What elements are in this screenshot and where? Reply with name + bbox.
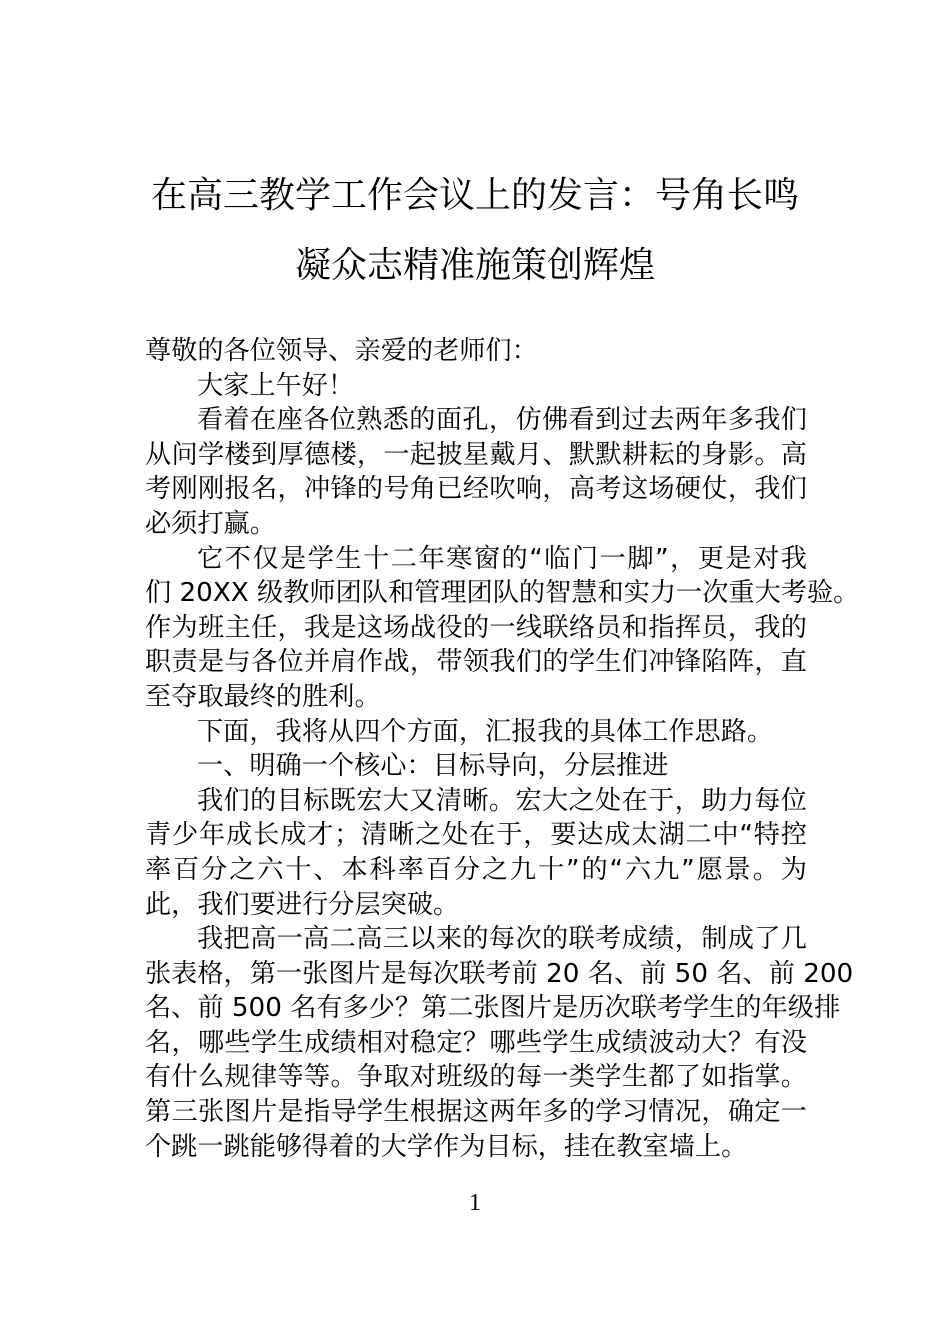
paragraph-line: 张表格，第一张图片是每次联考前 20 名、前 50 名、前 200 — [145, 958, 854, 989]
paragraph-line: 们 20XX 级教师团队和管理团队的智慧和实力一次重大考验。 — [145, 578, 860, 609]
paragraph-line: 至夺取最终的胜利。 — [145, 681, 381, 712]
paragraph — [145, 749, 807, 784]
paragraph-line: 它不仅是学生十二年寒窗的“临门一脚”，更是对我 — [197, 543, 807, 574]
paragraph-line: 作为班主任，我是这场战役的一线联络员和指挥员，我的 — [145, 612, 807, 643]
paragraph-line: 一、明确一个核心：目标导向，分层推进 — [197, 751, 669, 782]
paragraph-line: 尊敬的各位领导、亲爱的老师们： — [145, 336, 538, 366]
paragraph-line: 我们的目标既宏大又清晰。宏大之处在于，助力每位 — [197, 785, 807, 816]
paragraph-line: 有什么规律等等。争取对班级的每一类学生都了如指掌。 — [145, 1062, 807, 1093]
paragraph — [145, 403, 807, 541]
paragraph-line: 率百分之六十、本科率百分之九十”的“六九”愿景。为 — [145, 854, 807, 885]
paragraph-line: 我把高一高二高三以来的每次的联考成绩，制成了几 — [197, 924, 807, 955]
paragraph — [145, 784, 807, 922]
paragraph-line: 名、前 500 名有多少？第二张图片是历次联考学生的年级排 — [145, 993, 841, 1024]
page-number: 1 — [469, 1190, 481, 1216]
document-title-line-2: 凝众志精准施策创辉煌 — [294, 245, 655, 286]
paragraph-line: 青少年成长成才；清晰之处在于，要达成太湖二中“特控 — [145, 820, 807, 851]
paragraph — [145, 334, 807, 369]
paragraph-line: 个跳一跳能够得着的大学作为目标，挂在教室墙上。 — [145, 1131, 748, 1162]
paragraph-line: 考刚刚报名，冲锋的号角已经吹响，高考这场硬仗，我们 — [145, 474, 807, 505]
paragraph-line: 必须打赢。 — [145, 508, 276, 539]
paragraph-line: 大家上午好！ — [197, 370, 355, 401]
paragraph-line: 从问学楼到厚德楼，一起披星戴月、默默耕耘的身影。高 — [145, 439, 807, 470]
paragraph-line: 看着在座各位熟悉的面孔，仿佛看到过去两年多我们 — [197, 405, 807, 436]
paragraph-line: 职责是与各位并肩作战，带领我们的学生们冲锋陷阵，直 — [145, 647, 807, 678]
document-body — [145, 334, 860, 1164]
paragraph-line: 此，我们要进行分层突破。 — [145, 889, 460, 920]
paragraph — [145, 369, 807, 404]
paragraph-line: 第三张图片是指导学生根据这两年多的学习情况，确定一 — [145, 1097, 807, 1128]
document-title-line-1: 在高三教学工作会议上的发言：号角长鸣 — [150, 175, 799, 216]
paragraph — [145, 542, 860, 715]
paragraph-line: 下面，我将从四个方面，汇报我的具体工作思路。 — [197, 716, 774, 747]
paragraph-line: 名，哪些学生成绩相对稳定？哪些学生成绩波动大？有没 — [145, 1027, 807, 1058]
paragraph — [145, 715, 807, 750]
paragraph — [145, 922, 854, 1164]
